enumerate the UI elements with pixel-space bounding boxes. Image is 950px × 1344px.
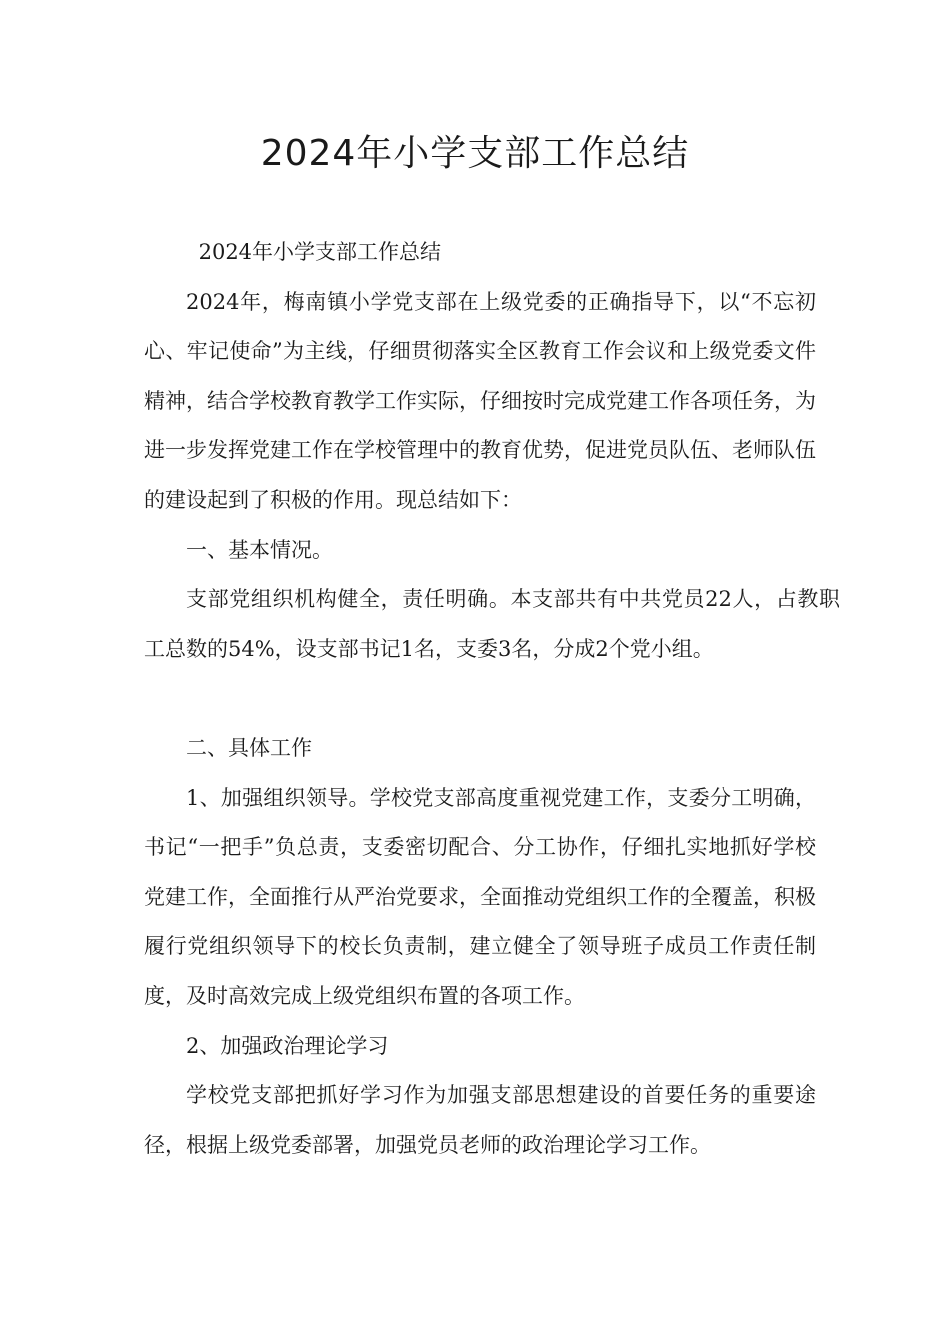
- work-item-1-paragraph: 1、加强组织领导。学校党支部高度重视党建工作，支委分工明确，书记“一把手”负总责，支委密切配合、分工协作，仔细扎实地抓好学校党建工作，全面推行从严治党要求，全面推动党组织工作的全覆盖，积极履行党组织领导下的校长负责制，建立健全了领导班子成员工作责任制度，及时高效完成上级党组织布置的各项工作。: [144, 785, 816, 1008]
- work-item-2-paragraph: 学校党支部把抓好学习作为加强支部思想建设的首要任务的重要途径，根据上级党委部署，加强党员老师的政治理论学习工作。: [144, 1083, 816, 1157]
- basic-info-paragraph: 支部党组织机构健全，责任明确。本支部共有中共党员22人，占教职工总数的54%，设支部书记1名，支委3名，分成2个党小组。: [144, 587, 840, 661]
- subtitle-paragraph: 2024年小学支部工作总结: [198, 240, 442, 264]
- work-item-2-heading: 2、加强政治理论学习: [186, 1033, 389, 1058]
- intro-paragraph: 2024年，梅南镇小学党支部在上级党委的正确指导下，以“不忘初心、牢记使命”为主线，仔细贯彻落实全区教育工作会议和上级党委文件精神，结合学校教育教学工作实际，仔细按时完成党建工作各项任务，为进一步发挥党建工作在学校管理中的教育优势，促进党员队伍、老师队伍的建设起到了积极的作用。现总结如下：: [144, 289, 816, 512]
- document-body: [144, 228, 840, 1170]
- section-heading-basic: 一、基本情况。: [186, 537, 333, 562]
- document-title: 2024年小学支部工作总结: [260, 133, 690, 174]
- section-heading-work: 二、具体工作: [186, 735, 312, 760]
